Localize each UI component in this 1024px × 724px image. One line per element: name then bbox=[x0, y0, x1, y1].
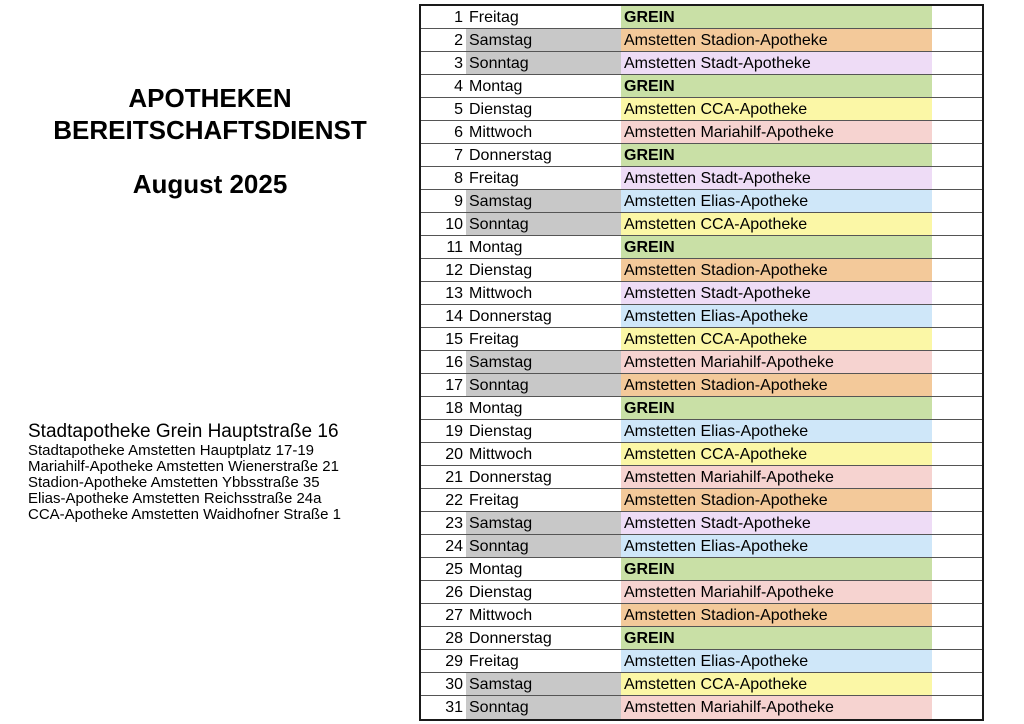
table-row bbox=[421, 52, 982, 75]
weekday-cell: Dienstag bbox=[469, 423, 533, 440]
pharmacy-cell: Amstetten Elias-Apotheke bbox=[621, 190, 932, 212]
table-row bbox=[421, 558, 982, 581]
table-row bbox=[421, 627, 982, 650]
table-row bbox=[421, 236, 982, 259]
day-number: 23 bbox=[445, 515, 463, 532]
weekday-cell: Freitag bbox=[469, 9, 519, 26]
pharmacy-cell: GREIN bbox=[621, 75, 932, 97]
day-number: 8 bbox=[454, 170, 463, 187]
day-number: 9 bbox=[454, 193, 463, 210]
weekday-cell: Donnerstag bbox=[469, 469, 552, 486]
address-item: Mariahilf-Apotheke Amstetten Wienerstraße 21 bbox=[28, 458, 339, 475]
table-row bbox=[421, 696, 982, 719]
table-row bbox=[421, 98, 982, 121]
weekday-cell: Freitag bbox=[469, 653, 519, 670]
pharmacy-cell: Amstetten Elias-Apotheke bbox=[621, 535, 932, 557]
weekday-cell: Freitag bbox=[469, 331, 519, 348]
day-number: 15 bbox=[445, 331, 463, 348]
table-row bbox=[421, 121, 982, 144]
title-block bbox=[20, 82, 400, 200]
weekday-cell: Mittwoch bbox=[469, 285, 533, 302]
weekday-cell: Sonntag bbox=[466, 535, 621, 557]
schedule-table bbox=[419, 4, 984, 721]
pharmacy-cell: Amstetten Elias-Apotheke bbox=[621, 420, 932, 442]
pharmacy-cell: GREIN bbox=[621, 558, 932, 580]
weekday-cell: Dienstag bbox=[469, 262, 533, 279]
weekday-cell: Mittwoch bbox=[469, 607, 533, 624]
table-row bbox=[421, 190, 982, 213]
weekday-cell: Samstag bbox=[466, 190, 621, 212]
weekday-cell: Freitag bbox=[469, 170, 519, 187]
day-number: 28 bbox=[445, 630, 463, 647]
weekday-cell: Samstag bbox=[466, 351, 621, 373]
pharmacy-cell: GREIN bbox=[621, 627, 932, 649]
weekday-cell: Donnerstag bbox=[469, 630, 552, 647]
pharmacy-cell: Amstetten Stadt-Apotheke bbox=[621, 167, 932, 189]
pharmacy-cell: Amstetten CCA-Apotheke bbox=[621, 213, 932, 235]
weekday-cell: Sonntag bbox=[466, 213, 621, 235]
address-item: Elias-Apotheke Amstetten Reichsstraße 24a bbox=[28, 490, 322, 507]
table-row bbox=[421, 351, 982, 374]
day-number: 11 bbox=[446, 239, 463, 256]
day-number: 20 bbox=[445, 446, 463, 463]
pharmacy-cell: Amstetten Stadt-Apotheke bbox=[621, 512, 932, 534]
table-row bbox=[421, 282, 982, 305]
table-row bbox=[421, 374, 982, 397]
day-number: 13 bbox=[445, 285, 463, 302]
day-number: 24 bbox=[445, 538, 463, 555]
pharmacy-cell: Amstetten Mariahilf-Apotheke bbox=[621, 351, 932, 373]
weekday-cell: Dienstag bbox=[469, 101, 533, 118]
table-row bbox=[421, 29, 982, 52]
pharmacy-cell: Amstetten Mariahilf-Apotheke bbox=[621, 466, 932, 488]
weekday-cell: Samstag bbox=[466, 673, 621, 695]
table-row bbox=[421, 213, 982, 236]
pharmacy-cell: Amstetten Stadt-Apotheke bbox=[621, 52, 932, 74]
table-row bbox=[421, 650, 982, 673]
day-number: 7 bbox=[454, 147, 463, 164]
title-month: August 2025 bbox=[132, 169, 288, 199]
title-line-1: APOTHEKEN bbox=[128, 83, 292, 113]
table-row bbox=[421, 167, 982, 190]
weekday-cell: Mittwoch bbox=[469, 446, 533, 463]
table-row bbox=[421, 489, 982, 512]
weekday-cell: Mittwoch bbox=[469, 124, 533, 141]
pharmacy-cell: Amstetten Mariahilf-Apotheke bbox=[621, 696, 932, 719]
day-number: 4 bbox=[454, 78, 463, 95]
day-number: 21 bbox=[445, 469, 463, 486]
table-row bbox=[421, 328, 982, 351]
day-number: 16 bbox=[445, 354, 463, 371]
address-main: Stadtapotheke Grein Hauptstraße 16 bbox=[28, 421, 339, 442]
table-row bbox=[421, 144, 982, 167]
table-row bbox=[421, 420, 982, 443]
day-number: 26 bbox=[445, 584, 463, 601]
pharmacy-cell: GREIN bbox=[621, 236, 932, 258]
table-row bbox=[421, 305, 982, 328]
pharmacy-cell: Amstetten Stadt-Apotheke bbox=[621, 282, 932, 304]
weekday-cell: Montag bbox=[469, 400, 523, 417]
day-number: 14 bbox=[445, 308, 463, 325]
pharmacy-cell: GREIN bbox=[621, 397, 932, 419]
weekday-cell: Montag bbox=[469, 561, 523, 578]
day-number: 3 bbox=[454, 55, 463, 72]
pharmacy-cell: Amstetten Stadion-Apotheke bbox=[621, 29, 932, 51]
weekday-cell: Dienstag bbox=[469, 584, 533, 601]
table-row bbox=[421, 466, 982, 489]
weekday-cell: Samstag bbox=[466, 29, 621, 51]
weekday-cell: Sonntag bbox=[466, 52, 621, 74]
weekday-cell: Montag bbox=[469, 78, 523, 95]
pharmacy-cell: Amstetten Elias-Apotheke bbox=[621, 650, 932, 672]
table-row bbox=[421, 512, 982, 535]
title-line-2: BEREITSCHAFTSDIENST bbox=[53, 115, 367, 145]
day-number: 19 bbox=[445, 423, 463, 440]
day-number: 30 bbox=[445, 676, 463, 693]
pharmacy-cell: Amstetten Mariahilf-Apotheke bbox=[621, 581, 932, 603]
address-item: Stadtapotheke Amstetten Hauptplatz 17-19 bbox=[28, 442, 315, 459]
pharmacy-cell: Amstetten CCA-Apotheke bbox=[621, 443, 932, 465]
day-number: 1 bbox=[454, 9, 463, 26]
table-row bbox=[421, 535, 982, 558]
weekday-cell: Donnerstag bbox=[469, 147, 552, 164]
address-list bbox=[28, 421, 408, 523]
table-row bbox=[421, 581, 982, 604]
weekday-cell: Sonntag bbox=[466, 696, 621, 719]
day-number: 29 bbox=[445, 653, 463, 670]
table-row bbox=[421, 6, 982, 29]
address-item: Stadion-Apotheke Amstetten Ybbsstraße 35 bbox=[28, 474, 320, 491]
weekday-cell: Sonntag bbox=[466, 374, 621, 396]
weekday-cell: Montag bbox=[469, 239, 523, 256]
weekday-cell: Freitag bbox=[469, 492, 519, 509]
day-number: 17 bbox=[445, 377, 463, 394]
pharmacy-cell: GREIN bbox=[621, 144, 932, 166]
pharmacy-cell: Amstetten Stadion-Apotheke bbox=[621, 259, 932, 281]
weekday-cell: Donnerstag bbox=[469, 308, 552, 325]
table-row bbox=[421, 397, 982, 420]
day-number: 2 bbox=[454, 32, 463, 49]
day-number: 31 bbox=[445, 699, 463, 716]
address-item: CCA-Apotheke Amstetten Waidhofner Straße 1 bbox=[28, 506, 341, 523]
table-row bbox=[421, 604, 982, 627]
pharmacy-cell: Amstetten CCA-Apotheke bbox=[621, 673, 932, 695]
table-row bbox=[421, 259, 982, 282]
table-row bbox=[421, 75, 982, 98]
day-number: 22 bbox=[445, 492, 463, 509]
pharmacy-cell: Amstetten Mariahilf-Apotheke bbox=[621, 121, 932, 143]
pharmacy-cell: GREIN bbox=[621, 6, 932, 28]
day-number: 18 bbox=[445, 400, 463, 417]
pharmacy-cell: Amstetten Stadion-Apotheke bbox=[621, 489, 932, 511]
pharmacy-cell: Amstetten CCA-Apotheke bbox=[621, 98, 932, 120]
day-number: 27 bbox=[445, 607, 463, 624]
day-number: 5 bbox=[454, 101, 463, 118]
day-number: 25 bbox=[445, 561, 463, 578]
table-row bbox=[421, 443, 982, 466]
day-number: 6 bbox=[454, 124, 463, 141]
pharmacy-cell: Amstetten Stadion-Apotheke bbox=[621, 374, 932, 396]
day-number: 12 bbox=[445, 262, 463, 279]
pharmacy-cell: Amstetten Elias-Apotheke bbox=[621, 305, 932, 327]
weekday-cell: Samstag bbox=[466, 512, 621, 534]
pharmacy-cell: Amstetten Stadion-Apotheke bbox=[621, 604, 932, 626]
table-row bbox=[421, 673, 982, 696]
pharmacy-cell: Amstetten CCA-Apotheke bbox=[621, 328, 932, 350]
day-number: 10 bbox=[445, 216, 463, 233]
